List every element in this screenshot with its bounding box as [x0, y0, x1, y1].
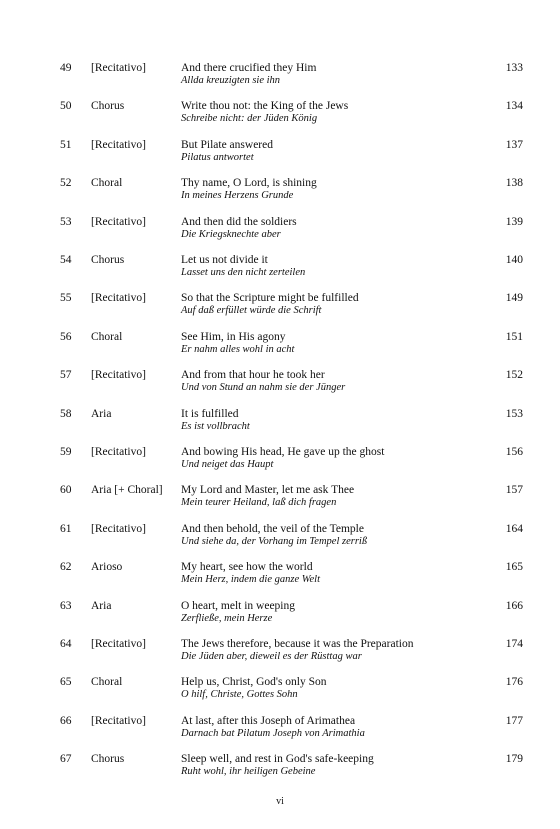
english-title: So that the Scripture might be fulfilled — [181, 292, 359, 305]
german-title: Die Jüden aber, dieweil es der Rüsttag war — [181, 651, 362, 662]
german-title: Zerfließe, mein Herze — [181, 612, 273, 624]
movement-type: [Recitativo] — [91, 138, 146, 151]
page-reference: 138 — [505, 177, 523, 190]
movement-type: [Recitativo] — [91, 62, 146, 74]
german-title: Mein Herz, indem die ganze Welt — [181, 574, 321, 586]
page-reference: 139 — [505, 215, 523, 228]
movement-type: [Recitativo] — [91, 522, 146, 535]
movement-type: Aria — [91, 599, 112, 612]
english-title: Help us, Christ, God's only Son — [181, 676, 327, 689]
contents-row — [0, 62, 560, 96]
contents-row — [0, 561, 560, 595]
movement-type: Choral — [91, 330, 123, 343]
movement-type: Arioso — [91, 561, 123, 574]
contents-row — [0, 484, 560, 518]
movement-number: 52 — [60, 177, 72, 190]
movement-number: 49 — [60, 62, 72, 74]
page-reference: 156 — [505, 446, 523, 458]
movement-type: [Recitativo] — [91, 215, 146, 228]
english-title: At last, after this Joseph of Arimathea — [181, 714, 356, 727]
movement-number: 57 — [60, 369, 72, 382]
page-reference: 133 — [505, 62, 523, 74]
german-title: Ruht wohl, ihr heiligen Gebeine — [181, 766, 316, 778]
contents-row — [0, 638, 560, 672]
german-title: Die Kriegsknechte aber — [181, 228, 281, 240]
english-title: And there crucified they Him — [181, 62, 317, 74]
page-reference: 134 — [505, 100, 523, 113]
german-title: Allda kreuzigten sie ihn — [181, 75, 281, 86]
english-title: Let us not divide it — [181, 254, 268, 266]
contents-row — [0, 331, 560, 365]
page-reference: 174 — [505, 638, 523, 650]
page-reference: 153 — [505, 407, 523, 420]
contents-row — [0, 292, 560, 326]
page-number-footer: vi — [276, 796, 284, 807]
contents-row — [0, 408, 560, 442]
english-title: My heart, see how the world — [181, 561, 313, 574]
contents-row — [0, 369, 560, 403]
movement-number: 51 — [60, 138, 72, 151]
movement-number: 59 — [60, 446, 72, 458]
contents-row — [0, 523, 560, 557]
contents-row — [0, 446, 560, 480]
english-title: And from that hour he took her — [181, 369, 325, 382]
english-title: Thy name, O Lord, is shining — [181, 177, 317, 190]
movement-type: Aria — [91, 407, 112, 420]
english-title: Sleep well, and rest in God's safe-keeping — [181, 753, 374, 766]
german-title: Und von Stund an nahm sie der Jünger — [181, 382, 346, 394]
movement-number: 62 — [60, 561, 72, 574]
english-title: And then behold, the veil of the Temple — [181, 522, 364, 535]
contents-row — [0, 676, 560, 710]
movement-number: 50 — [60, 100, 72, 113]
page-reference: 177 — [505, 714, 523, 727]
german-title: Mein teurer Heiland, laß dich fragen — [181, 497, 337, 509]
page-reference: 137 — [505, 138, 523, 151]
english-title: The Jews therefore, because it was the Preparation — [181, 638, 414, 650]
german-title: Lasset uns den nicht zerteilen — [181, 267, 306, 278]
page-reference: 140 — [505, 254, 523, 266]
page-reference: 166 — [505, 599, 523, 612]
german-title: Und siehe da, der Vorhang im Tempel zerriß — [181, 535, 368, 547]
contents-row — [0, 254, 560, 288]
german-title: O hilf, Christe, Gottes Sohn — [181, 689, 298, 701]
movement-type: Choral — [91, 676, 123, 689]
german-title: In meines Herzens Grunde — [181, 190, 294, 202]
contents-row — [0, 216, 560, 250]
movement-type: Choral — [91, 177, 123, 190]
page-reference: 151 — [505, 330, 523, 343]
page-reference: 179 — [505, 753, 523, 766]
contents-row — [0, 139, 560, 173]
page-reference: 164 — [505, 522, 523, 535]
english-title: See Him, in His agony — [181, 330, 286, 343]
page-reference: 152 — [505, 369, 523, 382]
page-reference: 176 — [505, 676, 523, 689]
german-title: Schreibe nicht: der Jüden König — [181, 113, 318, 125]
movement-number: 54 — [60, 254, 72, 266]
movement-number: 61 — [60, 522, 72, 535]
movement-type: [Recitativo] — [91, 714, 146, 727]
movement-number: 53 — [60, 215, 72, 228]
movement-number: 64 — [60, 638, 72, 650]
english-title: My Lord and Master, let me ask Thee — [181, 484, 355, 497]
contents-row — [0, 177, 560, 211]
movement-type: [Recitativo] — [91, 638, 146, 650]
german-title: Auf daß erfüllet würde die Schrift — [181, 305, 322, 317]
movement-number: 55 — [60, 292, 72, 305]
movement-number: 60 — [60, 484, 72, 497]
movement-number: 66 — [60, 714, 72, 727]
movement-type: [Recitativo] — [91, 446, 146, 458]
english-title: And then did the soldiers — [181, 215, 297, 228]
movement-type: Chorus — [91, 254, 125, 266]
contents-row — [0, 715, 560, 749]
german-title: Er nahm alles wohl in acht — [181, 343, 295, 355]
english-title: O heart, melt in weeping — [181, 599, 296, 612]
movement-type: Chorus — [91, 100, 125, 113]
contents-row — [0, 753, 560, 787]
movement-type: Aria [+ Choral] — [91, 484, 163, 497]
movement-number: 67 — [60, 753, 72, 766]
english-title: Write thou not: the King of the Jews — [181, 100, 349, 113]
movement-number: 63 — [60, 599, 72, 612]
movement-number: 56 — [60, 330, 72, 343]
german-title: Darnach bat Pilatum Joseph von Arimathia — [181, 727, 365, 739]
german-title: Es ist vollbracht — [181, 420, 250, 432]
movement-type: Chorus — [91, 753, 125, 766]
english-title: It is fulfilled — [181, 407, 239, 420]
german-title: Pilatus antwortet — [181, 151, 254, 163]
german-title: Und neiget das Haupt — [181, 459, 274, 470]
movement-type: [Recitativo] — [91, 369, 146, 382]
movement-number: 58 — [60, 407, 72, 420]
english-title: And bowing His head, He gave up the ghost — [181, 446, 385, 458]
movement-number: 65 — [60, 676, 72, 689]
movement-type: [Recitativo] — [91, 292, 146, 305]
page-reference: 157 — [505, 484, 523, 497]
english-title: But Pilate answered — [181, 138, 273, 151]
page-reference: 149 — [505, 292, 523, 305]
page-reference: 165 — [505, 561, 523, 574]
contents-row — [0, 100, 560, 134]
contents-row — [0, 600, 560, 634]
